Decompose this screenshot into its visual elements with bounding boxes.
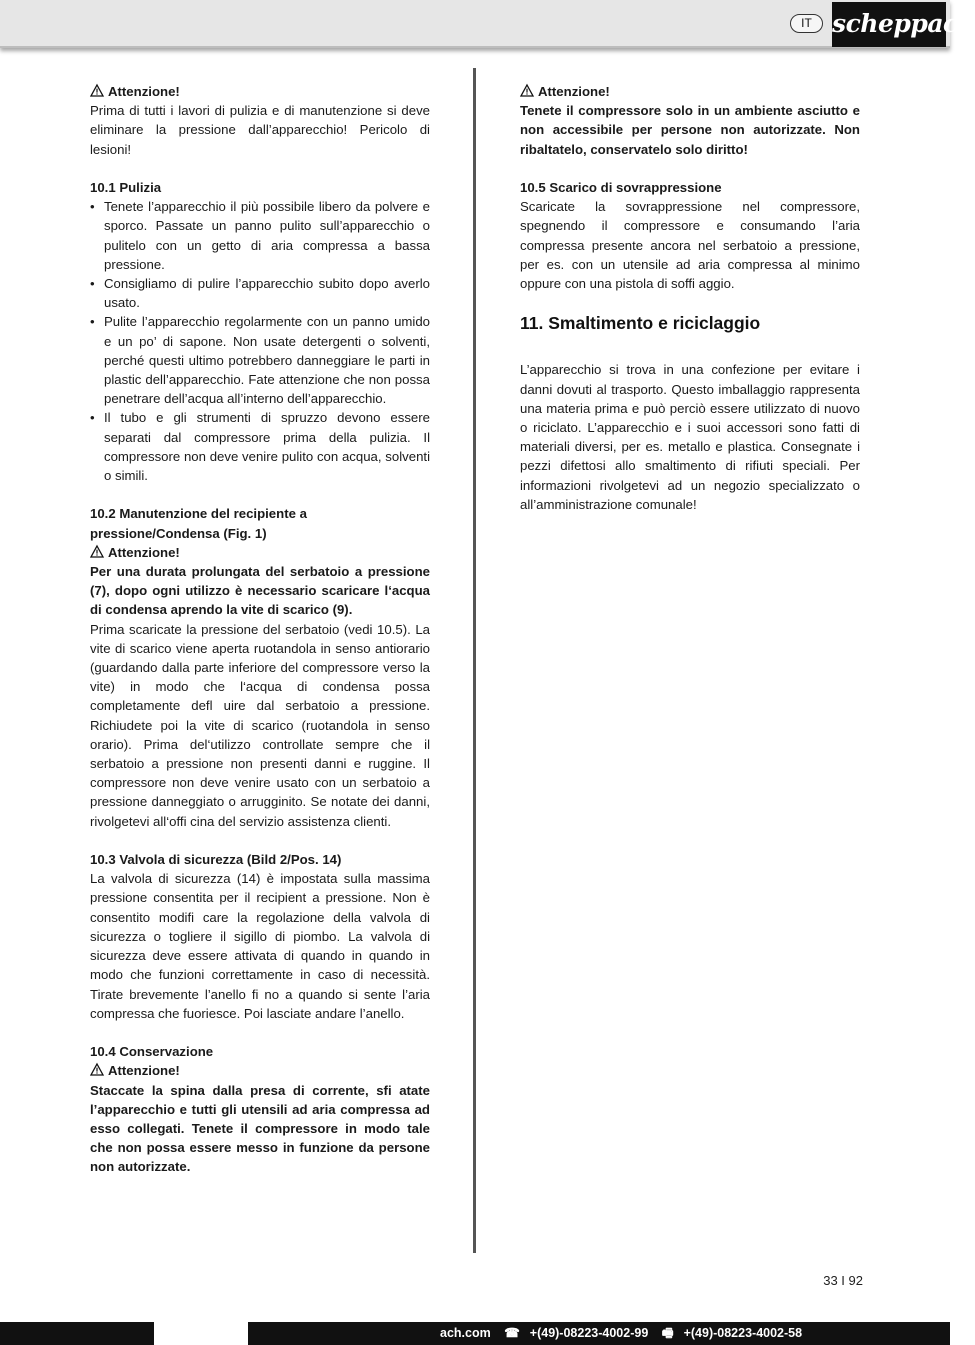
warning-title: Attenzione!: [108, 544, 180, 560]
footer-contact: [440, 1322, 812, 1345]
section-text: Scaricate la sovrappressione nel compressore, spegnendo il compressore e consumando l’aria compressa presente ancora nel serbatoio a pressione, per es. con un utensile ad aria compressa al minimo oppure con una pistola di soffi aggio.: [520, 199, 860, 292]
warning-cleaning: [90, 82, 430, 159]
cleaning-list: [90, 197, 430, 485]
section-title: 10.3 Valvola di sicurezza (Bild 2/Pos. 14): [90, 852, 342, 868]
section-10-2: [90, 504, 430, 830]
column-divider: [473, 68, 476, 1253]
warning-storage: [520, 82, 860, 159]
right-column: [520, 82, 860, 514]
section-11-text: L’apparecchio si trova in una confezione per evitare i danni dovuti al trasporto. Questo imballaggio rappresenta una materia prima e può perciò essere utilizzato di nuovo o riciclato. L’apparecchio e i suoi accessori sono fatti di materiali diversi, per es. metallo e plastica. Consegnate i pezzi difettosi allo smaltimento di rifiuti speciali. Per informazioni rivolgetevi ad un negozio specializzato o all’amministrazione comunale!: [520, 362, 860, 512]
section-10-5: [520, 178, 860, 293]
list-item: • Pulite l’apparecchio regolarmente con un panno umido e un po’ di sapone. Non usate detergenti o solventi, perché questi ultimo potrebbero danneggiare le parti in plastic dell’apparecchio. Fate attenzione che non possa penetrare dell’acqua all’interno dell’apparecchio.: [90, 312, 430, 408]
warning-icon: [90, 1063, 104, 1076]
section-text: La valvola di sicurezza (14) è impostata sulla massima pressione consentita per il recipient a pressione. Non è consentito modifi care la regolazione della valvola di sicurezza o togliere il sigillo di piombo. La valvola di sicurezza deve essere attivata di quando in quando in modo che funzioni correttamente in caso di necessità. Tirate brevemente l’anello fi no a quando si sente l’aria compressa che fuoriesce. Poi lasciate andare l’anello.: [90, 871, 430, 1021]
warning-title: Attenzione!: [108, 1063, 180, 1079]
warning-title: Attenzione!: [538, 84, 610, 99]
section-title: 10.2 Manutenzione del recipiente a pressione/Condensa (Fig. 1): [90, 506, 307, 541]
section-title: 10.1 Pulizia: [90, 180, 162, 195]
phone-icon: ☎: [504, 1326, 520, 1340]
brand-logo: scheppach: [832, 2, 946, 47]
warning-icon: [520, 84, 534, 97]
section-10-1: [90, 178, 430, 485]
page-footer: [0, 1322, 950, 1345]
list-item: • Il tubo e gli strumenti di spruzzo devono essere separati dal compressore prima della pulizia. Il compressore non deve venire pulito con acqua, solventi o simili.: [90, 408, 430, 485]
page-header: [0, 0, 975, 48]
page-number: 33 I 92: [823, 1273, 863, 1288]
warning-bold-text: Per una durata prolungata del serbatoio a pressione (7), dopo ogni utilizzo è necessario scaricare l‘acqua di condensa aprendo la vite di scarico (9).: [90, 564, 430, 618]
footer-gap: [154, 1322, 248, 1345]
left-column: [90, 82, 430, 1196]
list-item: • Tenete l’apparecchio il più possibile libero da polvere e sporco. Passate un panno pulito sull’apparecchio o pulitelo con un getto di aria compressa a bassa pressione.: [90, 197, 430, 274]
phone-number: +(49)-08223-4002-99: [529, 1326, 649, 1340]
warning-bold-text: Tenete il compressore solo in un ambiente asciutto e non accessibile per persone non autorizzate. Non ribaltatelo, conservatelo solo diritto!: [520, 103, 860, 157]
section-10-3: [90, 850, 430, 1023]
section-11-title: 11. Smaltimento e riciclaggio: [520, 313, 761, 334]
fax-icon: 🖷: [661, 1326, 674, 1340]
fax-number: +(49)-08223-4002-58: [683, 1326, 803, 1340]
warning-text: Prima di tutti i lavori di pulizia e di manutenzione si deve eliminare la pressione dall’apparecchio! Pericolo di lesioni!: [90, 103, 430, 157]
website-link[interactable]: ach.com: [440, 1326, 491, 1340]
section-title: 10.4 Conservazione: [90, 1044, 214, 1060]
warning-icon: [90, 84, 104, 97]
section-text: Prima scaricate la pressione del serbatoio (vedi 10.5). La vite di scarico viene aperta ruotandola in senso antiorario (guardando dalla parte inferiore del compressore verso la vite) in modo che l‘acqua di condensa possa completamente defl uire dal serbatoio a pressione. Richiudete poi la vite di scarico (ruotandola in senso orario). Prima del‘utilizzo controllate sempre che il serbatoio a pressione non presenti danni e ruggine. Il compressore non deve venire usato con un serbatoio a pressione danneggiato o arrugginito. Se notate dei danni, rivolgetevi all‘offi cina del servizio assistenza clienti.: [90, 621, 430, 829]
language-badge: IT: [790, 14, 823, 33]
section-title: 10.5 Scarico di sovrappressione: [520, 180, 722, 195]
warning-title: Attenzione!: [108, 84, 180, 99]
list-item: • Consigliamo di pulire l’apparecchio subito dopo averlo usato.: [90, 274, 430, 312]
warning-bold-text: Staccate la spina dalla presa di corrente, sfi atate l’apparecchio e tutti gli utensili ad aria compressa ad esso collegati. Tenete il compressore in modo tale che non possa essere messo in funzione da persone non autorizzate.: [90, 1082, 430, 1175]
warning-icon: [90, 545, 104, 558]
section-10-4: [90, 1042, 430, 1176]
